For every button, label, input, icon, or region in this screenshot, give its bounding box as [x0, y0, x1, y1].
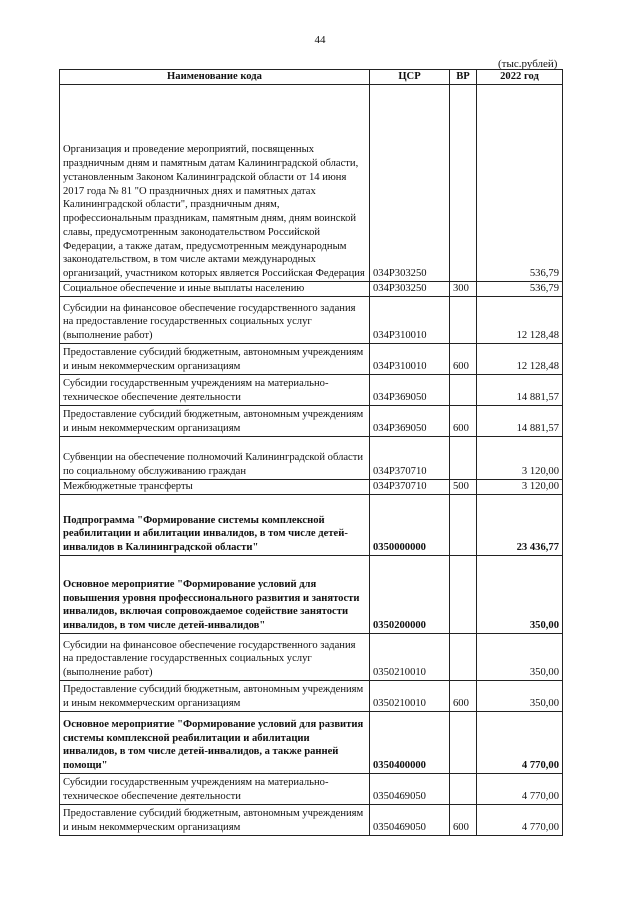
row-csr: 0350210010: [370, 681, 450, 712]
table-row: [60, 495, 563, 556]
row-sum: 4 770,00: [477, 712, 563, 774]
row-csr: 0350210010: [370, 634, 450, 681]
row-csr: 034P310010: [370, 344, 450, 375]
row-csr: 034P310010: [370, 297, 450, 344]
row-vr: [450, 375, 477, 406]
table-row: [60, 344, 563, 375]
row-vr: [450, 774, 477, 805]
row-name: Предоставление субсидий бюджетным, автономным учреждениям и иным некоммерческим организациям: [60, 805, 370, 836]
table-row: [60, 634, 563, 681]
header-name: Наименование кода: [60, 70, 370, 85]
row-name: Субвенции на обеспечение полномочий Калининградской области по социальному обслуживанию граждан: [60, 437, 370, 480]
row-vr: 500: [450, 480, 477, 495]
row-sum: 350,00: [477, 681, 563, 712]
row-csr: 034P303250: [370, 282, 450, 297]
row-vr: [450, 634, 477, 681]
row-csr: 0350400000: [370, 712, 450, 774]
row-sum: 536,79: [477, 282, 563, 297]
table-row: [60, 85, 563, 282]
table-row: [60, 282, 563, 297]
table-row: [60, 712, 563, 774]
table-row: [60, 805, 563, 836]
row-name: Межбюджетные трансферты: [60, 480, 370, 495]
row-name: Предоставление субсидий бюджетным, автономным учреждениям и иным некоммерческим организациям: [60, 681, 370, 712]
row-name: Субсидии на финансовое обеспечение государственного задания на предоставление государственных социальных услуг (выполнение работ): [60, 297, 370, 344]
table-row: [60, 556, 563, 634]
header-csr: ЦСР: [370, 70, 450, 85]
row-sum: 23 436,77: [477, 495, 563, 556]
row-sum: 350,00: [477, 634, 563, 681]
row-name: Субсидии государственным учреждениям на материально-техническое обеспечение деятельности: [60, 774, 370, 805]
row-sum: 12 128,48: [477, 297, 563, 344]
row-csr: 0350200000: [370, 556, 450, 634]
table-header-row: [60, 70, 563, 85]
row-sum: 3 120,00: [477, 437, 563, 480]
row-name: Социальное обеспечение и иные выплаты населению: [60, 282, 370, 297]
row-csr: 034P370710: [370, 480, 450, 495]
row-csr: 0350469050: [370, 774, 450, 805]
row-name: Основное мероприятие "Формирование условий для повышения уровня профессионального развития и занятости инвалидов, включая сопровождаемое содействие занятости инвалидов, в том числе детей-инвалидов": [60, 556, 370, 634]
row-vr: [450, 297, 477, 344]
row-vr: 600: [450, 344, 477, 375]
row-sum: 350,00: [477, 556, 563, 634]
row-sum: 536,79: [477, 85, 563, 282]
row-name: Подпрограмма "Формирование системы комплексной реабилитации и абилитации инвалидов, в том числе детей-инвалидов в Калининградской области": [60, 495, 370, 556]
table-row: [60, 774, 563, 805]
row-vr: 300: [450, 282, 477, 297]
row-csr: 034P369050: [370, 375, 450, 406]
row-vr: 600: [450, 406, 477, 437]
row-vr: 600: [450, 681, 477, 712]
row-name: Предоставление субсидий бюджетным, автономным учреждениям и иным некоммерческим организациям: [60, 344, 370, 375]
row-csr: 034P370710: [370, 437, 450, 480]
row-name: Основное мероприятие "Формирование условий для развития системы комплексной реабилитации и абилитации инвалидов, в том числе детей-инвалидов, а также ранней помощи": [60, 712, 370, 774]
row-vr: [450, 437, 477, 480]
row-csr: 034P303250: [370, 85, 450, 282]
row-vr: [450, 85, 477, 282]
table-row: [60, 297, 563, 344]
table-row: [60, 437, 563, 480]
row-sum: 12 128,48: [477, 344, 563, 375]
header-sum: 2022 год: [477, 70, 563, 85]
row-name: Субсидии на финансовое обеспечение государственного задания на предоставление государственных социальных услуг (выполнение работ): [60, 634, 370, 681]
row-vr: [450, 495, 477, 556]
budget-table: [59, 69, 563, 836]
units-label: (тыс.рублей): [498, 58, 558, 70]
row-sum: 3 120,00: [477, 480, 563, 495]
table-row: [60, 375, 563, 406]
row-name: Организация и проведение мероприятий, посвященных праздничным дням и памятным датам Калининградской области, установленным Законом Калининградской области от 14 июня 2017 года № 81 "О праздничных днях и памятных датах Калининградской области", праздничным дням, профессиональным праздникам, памятным дням, дням воинской славы, предусмотренным законодательством Российской Федерации, а также датам, предусмотренным международным законодательством, в том числе актами международных организаций, участником которых является Российская Федерация: [60, 85, 370, 282]
row-csr: 0350469050: [370, 805, 450, 836]
row-sum: 14 881,57: [477, 375, 563, 406]
row-vr: [450, 556, 477, 634]
table-row: [60, 681, 563, 712]
page-number: 44: [314, 34, 326, 46]
row-vr: [450, 712, 477, 774]
table-row: [60, 480, 563, 495]
table-row: [60, 406, 563, 437]
row-sum: 4 770,00: [477, 774, 563, 805]
row-sum: 4 770,00: [477, 805, 563, 836]
row-sum: 14 881,57: [477, 406, 563, 437]
row-name: Субсидии государственным учреждениям на материально-техническое обеспечение деятельности: [60, 375, 370, 406]
header-vr: ВР: [450, 70, 477, 85]
row-vr: 600: [450, 805, 477, 836]
row-name: Предоставление субсидий бюджетным, автономным учреждениям и иным некоммерческим организациям: [60, 406, 370, 437]
row-csr: 0350000000: [370, 495, 450, 556]
row-csr: 034P369050: [370, 406, 450, 437]
